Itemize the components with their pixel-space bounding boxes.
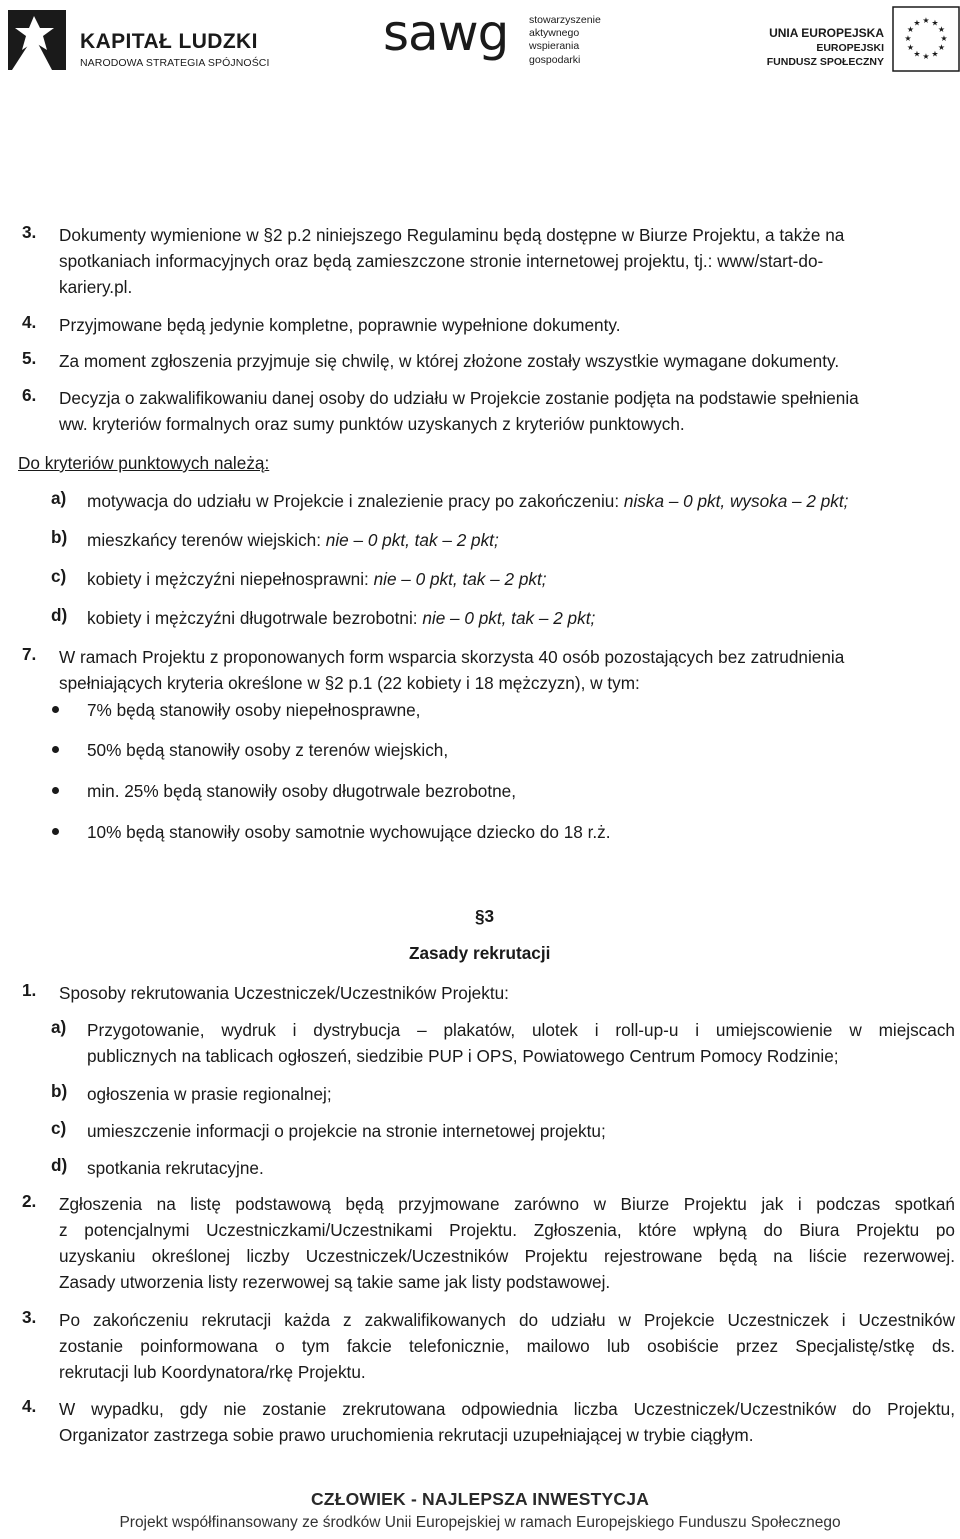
eu-flag-icon xyxy=(892,6,960,72)
criterion-text: mieszkańcy terenów wiejskich: xyxy=(87,530,326,550)
bullet-item: min. 25% będą stanowiły osoby długotrwale bezrobotne, xyxy=(87,781,516,801)
footer-note: Projekt współfinansowany ze środków Unii Europejskiej w ramach Europejskiego Funduszu Społecznego xyxy=(119,1514,841,1531)
bullet-item: 7% będą stanowiły osoby niepełnosprawne, xyxy=(87,700,421,720)
criterion-label: d) xyxy=(51,605,68,625)
svg-text:★: ★ xyxy=(922,52,930,61)
criterion-text: kobiety i mężczyźni niepełnosprawni: xyxy=(87,569,374,589)
svg-text:★: ★ xyxy=(904,34,912,43)
criterion-a xyxy=(87,488,848,514)
item-number: 2. xyxy=(22,1191,37,1211)
bullet-icon xyxy=(52,746,59,753)
item-number: 5. xyxy=(22,348,37,368)
criterion-label: b) xyxy=(51,527,68,547)
item-1-text: Sposoby rekrutowania Uczestniczek/Uczestników Projektu: xyxy=(59,983,509,1003)
item-2-line: z potencjalnymi Uczestniczkami/Uczestnikami Projektu. Zgłoszenia, które wpłyną do Biura Projektu po xyxy=(59,1220,955,1240)
svg-text:★: ★ xyxy=(937,43,946,52)
criterion-c xyxy=(87,566,547,592)
bullet-item: 50% będą stanowiły osoby z terenów wiejskich, xyxy=(87,740,449,760)
item-number: 7. xyxy=(22,644,37,664)
method-label: d) xyxy=(51,1155,68,1175)
kapital-ludzki-emblem-icon xyxy=(4,6,70,74)
method-c-line: umieszczenie informacji o projekcie na stronie internetowej projektu; xyxy=(87,1121,606,1141)
eu-logo xyxy=(760,6,960,76)
item-3-line: kariery.pl. xyxy=(59,277,133,297)
item-4-text: Przyjmowane będą jedynie kompletne, poprawnie wypełnione dokumenty. xyxy=(59,315,621,335)
method-label: c) xyxy=(51,1118,67,1138)
item-2-line: Zasady utworzenia listy rezerwowej są takie same jak listy podstawowej. xyxy=(59,1272,611,1292)
sawg-line: stowarzyszenie xyxy=(529,14,601,26)
method-label: b) xyxy=(51,1081,68,1101)
item-4-line: Organizator zastrzega sobie prawo uruchomienia rekrutacji uzupełniającej w trybie ciągłym. xyxy=(59,1425,754,1445)
bullet-item: 10% będą stanowiły osoby samotnie wychowujące dziecko do 18 r.ż. xyxy=(87,822,611,842)
item-number: 4. xyxy=(22,312,37,332)
svg-text:★: ★ xyxy=(906,25,915,34)
eu-line-3: FUNDUSZ SPOŁECZNY xyxy=(766,56,884,68)
criterion-b xyxy=(87,527,499,553)
method-d-line: spotkania rekrutacyjne. xyxy=(87,1158,264,1178)
method-b-line: ogłoszenia w prasie regionalnej; xyxy=(87,1084,332,1104)
sawg-line: wspierania xyxy=(529,40,580,53)
item-5-text: Za moment zgłoszenia przyjmuje się chwilę, w której złożone zostały wszystkie wymagane dokumenty. xyxy=(59,351,840,371)
item-7-line: W ramach Projektu z proponowanych form wsparcia skorzysta 40 osób pozostających bez zatrudnienia xyxy=(59,647,845,667)
svg-text:★: ★ xyxy=(937,25,946,34)
svg-text:★: ★ xyxy=(906,43,915,52)
criterion-d xyxy=(87,605,595,631)
criterion-label: a) xyxy=(51,488,67,508)
criterion-label: c) xyxy=(51,566,67,586)
svg-text:★: ★ xyxy=(931,49,939,59)
item-number: 1. xyxy=(22,980,37,1000)
svg-text:★: ★ xyxy=(931,18,939,28)
criterion-text: kobiety i mężczyźni długotrwale bezrobotni: xyxy=(87,608,423,628)
footer-slogan: CZŁOWIEK - NAJLEPSZA INWESTYCJA xyxy=(310,1489,650,1509)
sawg-wordmark: sawg xyxy=(383,4,509,62)
kapital-ludzki-subtitle: NARODOWA STRATEGIA SPÓJNOŚCI xyxy=(80,57,270,69)
kapital-ludzki-logo xyxy=(4,6,270,74)
item-7-line: spełniających kryteria określone w §2 p.1 (22 kobiety i 18 mężczyzn), w tym: xyxy=(59,673,640,693)
item-number: 3. xyxy=(22,222,37,242)
bullet-icon xyxy=(52,706,59,713)
item-3-line: Po zakończeniu rekrutacji każda z zakwalifikowanych do udziału w Projekcie Uczestniczek i Uczestników xyxy=(59,1310,955,1330)
criterion-score: nie – 0 pkt, tak – 2 pkt; xyxy=(325,530,499,550)
item-number: 3. xyxy=(22,1307,37,1327)
page-header xyxy=(0,0,960,90)
item-2-line: uzyskaniu określonej liczby Uczestniczek/Uczestników Projektu rejestrowane będą na liście rezerwowej. xyxy=(59,1246,955,1266)
kapital-ludzki-title: KAPITAŁ LUDZKI xyxy=(80,30,258,53)
item-6-line: ww. kryteriów formalnych oraz sumy punktów uzyskanych z kryteriów punktowych. xyxy=(59,414,685,434)
bullet-icon xyxy=(52,828,59,835)
method-label: a) xyxy=(51,1017,67,1037)
item-3-line: Dokumenty wymienione w §2 p.2 niniejszego Regulaminu będą dostępne w Biurze Projektu, a także na xyxy=(59,225,845,245)
eu-line-2: EUROPEJSKI xyxy=(816,42,884,54)
item-3-line: spotkaniach informacyjnych oraz będą zamieszczone stronie internetowej projektu, tj.: www/start-do- xyxy=(59,251,824,271)
section-title: Zasady rekrutacji xyxy=(409,943,551,963)
item-number: 4. xyxy=(22,1396,37,1416)
sawg-line: aktywnego xyxy=(529,27,580,40)
svg-text:★: ★ xyxy=(940,34,948,43)
criteria-heading: Do kryteriów punktowych należą: xyxy=(18,453,270,473)
bullet-icon xyxy=(52,787,59,794)
sawg-line: gospodarki xyxy=(529,53,581,66)
svg-text:★: ★ xyxy=(922,16,930,25)
eu-line-1: UNIA EUROPEJSKA xyxy=(769,26,884,40)
criterion-text: motywacja do udziału w Projekcie i znalezienie pracy po zakończeniu: xyxy=(87,491,624,511)
item-3-line: rekrutacji lub Koordynatora/rkę Projektu. xyxy=(59,1362,366,1382)
criterion-score: nie – 0 pkt, tak – 2 pkt; xyxy=(373,569,547,589)
method-a-line: publicznych na tablicach ogłoszeń, siedzibie PUP i OPS, Powiatowego Centrum Pomocy Rodzinie; xyxy=(87,1046,839,1066)
method-a-line: Przygotowanie, wydruk i dystrybucja – plakatów, ulotek i roll-up-u i umiejscowienie w miejscach xyxy=(87,1020,955,1040)
criterion-score: niska – 0 pkt, wysoka – 2 pkt; xyxy=(623,491,849,511)
item-number: 6. xyxy=(22,385,37,405)
section-paragraph-sign: §3 xyxy=(475,906,495,926)
svg-text:★: ★ xyxy=(913,49,921,59)
item-2-line: Zgłoszenia na listę podstawową będą przyjmowane zarówno w Biurze Projektu jak i podczas spotkań xyxy=(59,1194,955,1214)
svg-text:★: ★ xyxy=(913,18,921,28)
item-3-line: zostanie poinformowana o tym fakcie telefonicznie, mailowo lub osobiście przez Specjalistę/stkę ds. xyxy=(59,1336,955,1356)
criterion-score: nie – 0 pkt, tak – 2 pkt; xyxy=(422,608,596,628)
sawg-name-lines xyxy=(529,14,601,67)
sawg-logo xyxy=(383,4,623,72)
item-4-line: W wypadku, gdy nie zostanie zrekrutowana odpowiednia liczba Uczestniczek/Uczestników do Projektu, xyxy=(59,1399,955,1419)
item-6-line: Decyzja o zakwalifikowaniu danej osoby do udziału w Projekcie zostanie podjęta na podstawie spełnienia xyxy=(59,388,859,408)
